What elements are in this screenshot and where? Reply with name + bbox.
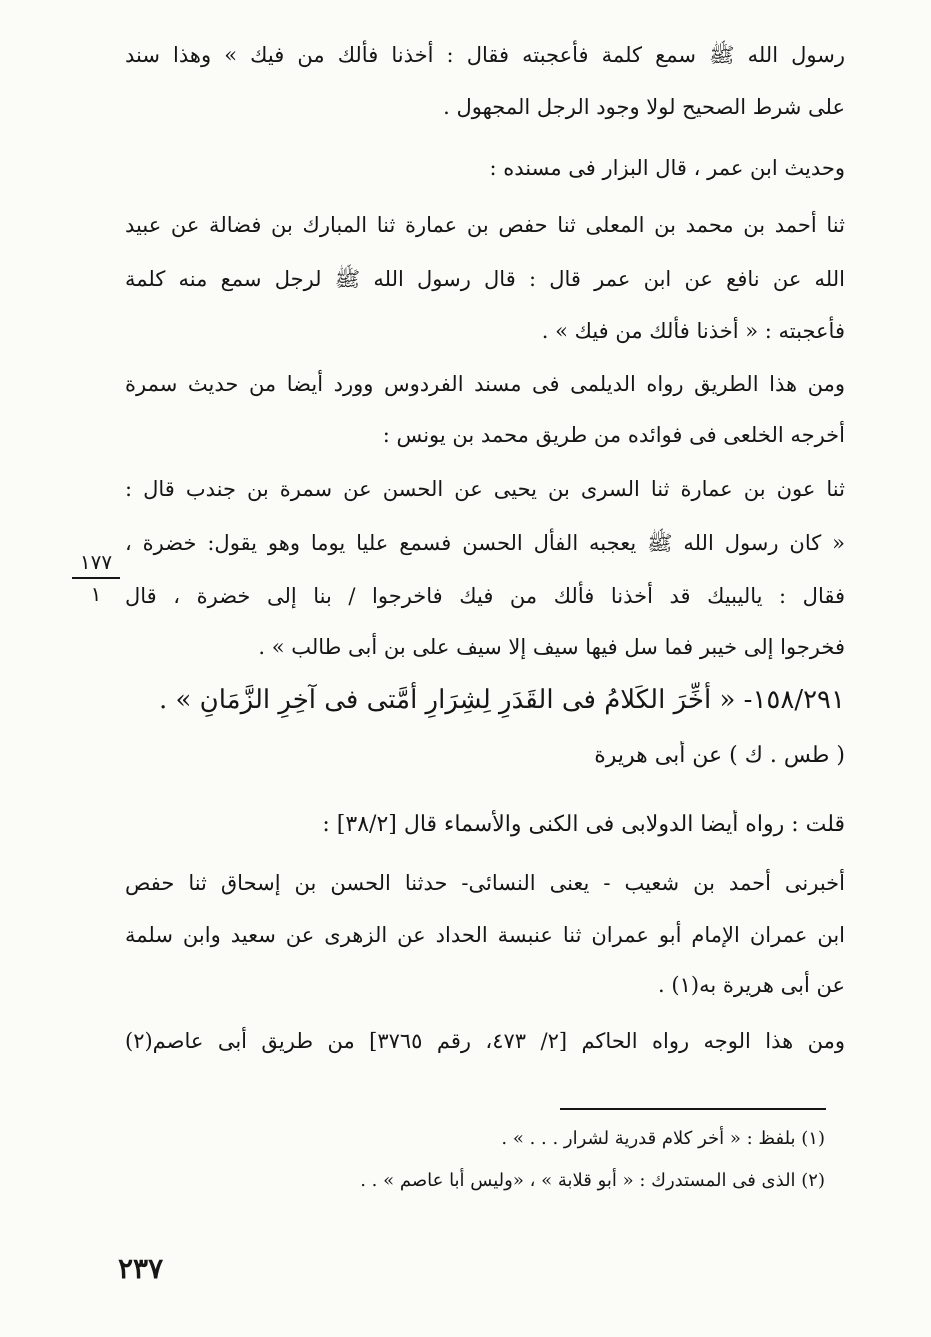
- manuscript-folio-reference: [72, 551, 120, 605]
- text-line-17: ابن عمران الإمام أبو عمران ثنا عنبسة الحداد عن الزهرى عن سعيد وابن سلمة: [125, 923, 845, 947]
- text-line-6: فأعجبته : « أخذنا فألك من فيك » .: [541, 319, 845, 343]
- text-line-15: قلت : رواه أيضا الدولابى فى الكنى والأسماء قال [٣٨/٢] :: [322, 812, 845, 837]
- text-line-2: على شرط الصحيح لولا وجود الرجل المجهول .: [443, 95, 845, 119]
- text-line-18: عن أبى هريرة به(١) .: [658, 973, 845, 997]
- text-line-11: فقال : ياليبيك قد أخذنا فألك من فيك فاخرجوا / بنا إلى خضرة ، قال: [125, 584, 845, 608]
- text-line-19: ومن هذا الوجه رواه الحاكم [٢/ ٤٧٣، رقم ٣٧٦٥] من طريق أبى عاصم(٢): [125, 1029, 845, 1053]
- text-line-4: ثنا أحمد بن محمد بن المعلى ثنا حفص بن عمارة ثنا المبارك بن فضالة عن عبيد: [125, 213, 845, 237]
- text-line-5: الله عن نافع عن ابن عمر قال : قال رسول الله ﷺ لرجل سمع منه كلمة: [125, 267, 845, 291]
- folio-side: ١: [90, 582, 102, 606]
- footnote-divider: [560, 1108, 826, 1110]
- hadith-heading: ١٥٨/٢٩١- « أُخِّرَ الكَلامُ فى القَدَرِ لِشِرَارِ أُمَّتى فى آخِرِ الزَّمَانِ » .: [158, 685, 845, 715]
- hadith-source: ( طس . ك ) عن أبى هريرة: [594, 743, 845, 768]
- folio-number: ١٧٧: [72, 551, 120, 579]
- page-number: ٢٣٧: [118, 1252, 164, 1285]
- text-line-9: ثنا عون بن عمارة ثنا السرى بن يحيى عن الحسن عن سمرة بن جندب قال :: [125, 477, 845, 501]
- text-line-10: « كان رسول الله ﷺ يعجبه الفأل الحسن فسمع عليا يوما وهو يقول: خضرة ،: [125, 531, 845, 555]
- text-line-12: فخرجوا إلى خيبر فما سل فيها سيف إلا سيف على بن أبى طالب » .: [258, 635, 845, 659]
- footnote-1: (١) بلفظ : « أخر كلام قدرية لشرار . . . » .: [501, 1128, 825, 1149]
- text-line-16: أخبرنى أحمد بن شعيب - يعنى النسائى- حدثنا الحسن بن إسحاق ثنا حفص: [125, 871, 845, 895]
- text-line-8: أخرجه الخلعى فى فوائده من طريق محمد بن يونس :: [382, 423, 845, 447]
- text-line-7: ومن هذا الطريق رواه الديلمى فى مسند الفردوس وورد أيضا من حديث سمرة: [125, 372, 845, 396]
- footnote-2: (٢) الذى فى المستدرك : « أبو قلابة » ، «وليس أبا عاصم » . .: [360, 1170, 825, 1191]
- text-line-1: رسول الله ﷺ سمع كلمة فأعجبته فقال : أخذنا فألك من فيك » وهذا سند: [125, 43, 845, 67]
- text-line-3: وحديث ابن عمر ، قال البزار فى مسنده :: [489, 156, 845, 180]
